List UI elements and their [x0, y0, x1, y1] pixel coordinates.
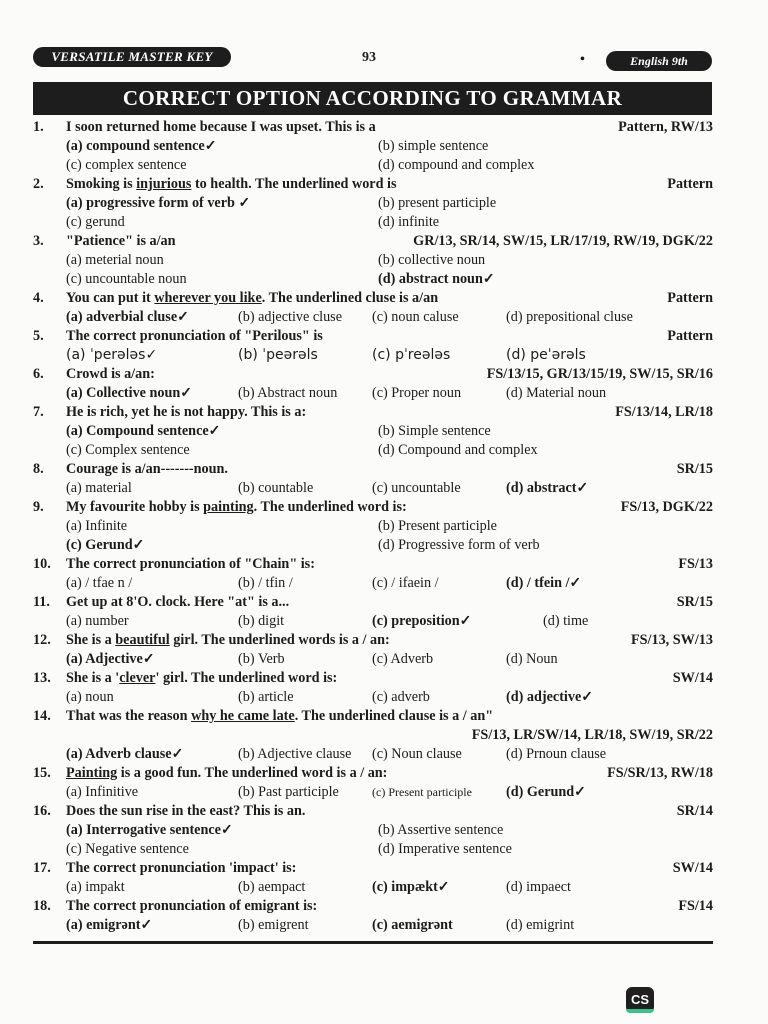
section-banner: CORRECT OPTION ACCORDING TO GRAMMAR: [33, 82, 712, 115]
option-b: (b) Assertive sentence: [378, 822, 504, 838]
question-number: 7.: [33, 404, 44, 420]
question-number: 5.: [33, 328, 44, 344]
option-a: (a) ˈperələs✓: [66, 347, 158, 363]
option-d: (d) impaect: [506, 879, 571, 895]
question-number: 6.: [33, 366, 44, 382]
question-5: [33, 327, 713, 365]
option-c: (c) complex sentence: [66, 157, 187, 173]
question-number: 4.: [33, 290, 44, 306]
question-number: 15.: [33, 765, 51, 781]
option-b: (b) Past participle: [238, 784, 339, 800]
option-a: (a) material: [66, 480, 132, 496]
question-number: 11.: [33, 594, 50, 610]
question-stem: He is rich, yet he is not happy. This is a:: [66, 404, 307, 420]
question-stem: I soon returned home because I was upset. This is a: [66, 119, 376, 135]
option-d: (d) Compound and complex: [378, 442, 538, 458]
option-d: (d) compound and complex: [378, 157, 535, 173]
question-stem: Smoking is injurious to health. The underlined word is: [66, 176, 397, 192]
question-2: [33, 175, 713, 232]
option-b: (b) ˈpeərəls: [238, 347, 318, 363]
question-reference: FS/13, SW/13: [631, 632, 713, 648]
question-list: [33, 118, 713, 935]
option-b: (b) digit: [238, 613, 285, 629]
option-b: (b) present participle: [378, 195, 497, 211]
question-number: 17.: [33, 860, 51, 876]
option-b: (b) Verb: [238, 651, 285, 667]
question-9: [33, 498, 713, 555]
question-12: [33, 631, 713, 669]
question-reference: SR/15: [676, 594, 713, 610]
question-stem: Get up at 8'O. clock. Here "at" is a...: [66, 594, 290, 610]
question-reference: FS/14: [678, 898, 713, 914]
option-d: (d) time: [543, 613, 589, 629]
option-b: (b) adjective cluse: [238, 309, 342, 325]
question-15: [33, 764, 713, 802]
option-d: (d) adjective✓: [506, 689, 594, 705]
question-1: [33, 118, 713, 175]
option-d: (d) abstract✓: [506, 480, 589, 496]
option-d: (d) / tfein /✓: [506, 575, 582, 591]
option-d: (d) prepositional cluse: [506, 309, 633, 325]
question-reference: FS/13, DGK/22: [620, 499, 713, 515]
option-c: (c) adverb: [372, 689, 430, 705]
question-reference: Pattern: [667, 290, 713, 306]
option-a: (a) adverbial cluse✓: [66, 309, 190, 325]
option-c: (c) pˈreələs: [372, 347, 451, 363]
question-stem: My favourite hobby is painting. The underlined word is:: [66, 499, 407, 515]
question-10: [33, 555, 713, 593]
question-number: 8.: [33, 461, 44, 477]
option-b: (b) emigrent: [238, 917, 309, 933]
question-17: [33, 859, 713, 897]
question-stem: The correct pronunciation of "Chain" is:: [66, 556, 315, 572]
option-a: (a) Collective noun✓: [66, 385, 193, 401]
question-reference: SR/14: [676, 803, 713, 819]
question-number: 12.: [33, 632, 51, 648]
option-b: (b) collective noun: [378, 252, 486, 268]
option-c: (c) Noun clause: [372, 746, 462, 762]
option-c: (c) Negative sentence: [66, 841, 189, 857]
option-b: (b) Present participle: [378, 518, 497, 534]
option-c: (c) preposition✓: [372, 613, 472, 629]
question-reference: FS/13/15, GR/13/15/19, SW/15, SR/16: [486, 366, 713, 382]
question-stem: Courage is a/an-------noun.: [66, 461, 228, 477]
question-number: 13.: [33, 670, 51, 686]
question-reference: FS/13: [678, 556, 713, 572]
question-number: 14.: [33, 708, 51, 724]
option-c: (c) Proper noun: [372, 385, 462, 401]
option-c: (c) impækt✓: [372, 879, 450, 895]
camscanner-logo-icon: CS: [626, 987, 654, 1013]
option-c: (c) aemigrənt: [372, 917, 453, 933]
option-c: (c) uncountable noun: [66, 271, 187, 287]
question-reference: SR/15: [676, 461, 713, 477]
question-7: [33, 403, 713, 460]
option-b: (b) countable: [238, 480, 314, 496]
option-c: (c) uncountable: [372, 480, 461, 496]
question-number: 16.: [33, 803, 51, 819]
option-c: (c) Gerund✓: [66, 537, 145, 553]
option-a: (a) Infinite: [66, 518, 128, 534]
option-a: (a) compound sentence✓: [66, 138, 217, 154]
option-a: (a) meterial noun: [66, 252, 164, 268]
question-stem: The correct pronunciation 'impact' is:: [66, 860, 297, 876]
question-stem: Does the sun rise in the east? This is an.: [66, 803, 306, 819]
header-dot: •: [580, 52, 585, 67]
question-reference: GR/13, SR/14, SW/15, LR/17/19, RW/19, DGK/22: [413, 233, 713, 249]
option-a: (a) number: [66, 613, 129, 629]
option-b: (b) article: [238, 689, 294, 705]
option-b: (b) Abstract noun: [238, 385, 338, 401]
option-d: (d) abstract noun✓: [378, 271, 495, 287]
question-18: [33, 897, 713, 935]
question-stem: She is a 'clever' girl. The underlined word is:: [66, 670, 338, 686]
question-reference: Pattern, RW/13: [618, 119, 713, 135]
option-c: (c) noun caluse: [372, 309, 459, 325]
question-14: [33, 707, 713, 764]
question-6: [33, 365, 713, 403]
option-c: (c) Complex sentence: [66, 442, 190, 458]
question-reference: SW/14: [672, 860, 713, 876]
question-number: 2.: [33, 176, 44, 192]
option-d: (d) Gerund✓: [506, 784, 587, 800]
question-number: 1.: [33, 119, 44, 135]
option-a: (a) Compound sentence✓: [66, 423, 221, 439]
bottom-rule: [33, 941, 713, 944]
option-d: (d) Progressive form of verb: [378, 537, 540, 553]
option-a: (a) / tfae n /: [66, 575, 133, 591]
option-b: (b) Adjective clause: [238, 746, 352, 762]
question-reference: FS/SR/13, RW/18: [607, 765, 713, 781]
option-d: (d) emigrint: [506, 917, 575, 933]
question-reference: SW/14: [672, 670, 713, 686]
option-a: (a) emigrənt✓: [66, 917, 153, 933]
option-d: (d) Imperative sentence: [378, 841, 512, 857]
question-16: [33, 802, 713, 859]
question-stem: She is a beautiful girl. The underlined words is a / an:: [66, 632, 390, 648]
question-13: [33, 669, 713, 707]
option-a: (a) impakt: [66, 879, 125, 895]
option-a: (a) Adjective✓: [66, 651, 155, 667]
question-3: [33, 232, 713, 289]
option-b: (b) aempact: [238, 879, 306, 895]
option-c: (c) Adverb: [372, 651, 434, 667]
option-b: (b) Simple sentence: [378, 423, 491, 439]
question-reference: FS/13/14, LR/18: [615, 404, 713, 420]
option-d: (d) peˈərəls: [506, 347, 586, 363]
page-number: 93: [362, 50, 376, 65]
option-c: (c) gerund: [66, 214, 125, 230]
option-a: (a) Interrogative sentence✓: [66, 822, 233, 838]
option-b: (b) / tfin /: [238, 575, 293, 591]
question-stem: The correct pronunciation of "Perilous" is: [66, 328, 323, 344]
question-reference: Pattern: [667, 176, 713, 192]
question-stem: Painting is a good fun. The underlined word is a / an:: [66, 765, 388, 781]
question-stem: That was the reason why he came late. The underlined clause is a / an": [66, 708, 494, 724]
option-b: (b) simple sentence: [378, 138, 489, 154]
question-reference: FS/13, LR/SW/14, LR/18, SW/19, SR/22: [471, 727, 713, 743]
option-d: (d) Material noun: [506, 385, 607, 401]
question-reference: Pattern: [667, 328, 713, 344]
question-stem: "Patience" is a/an: [66, 233, 176, 249]
option-c: (c) Present participle: [372, 785, 472, 799]
question-number: 9.: [33, 499, 44, 515]
option-c: (c) / ifaein /: [372, 575, 439, 591]
option-a: (a) Infinitive: [66, 784, 139, 800]
question-stem: You can put it wherever you like. The underlined cluse is a/an: [66, 290, 439, 306]
option-d: (d) Prnoun clause: [506, 746, 607, 762]
header-book-title: VERSATILE MASTER KEY: [33, 47, 231, 67]
question-11: [33, 593, 713, 631]
option-d: (d) infinite: [378, 214, 440, 230]
question-number: 18.: [33, 898, 51, 914]
option-d: (d) Noun: [506, 651, 558, 667]
question-stem: The correct pronunciation of emigrant is:: [66, 898, 318, 914]
option-a: (a) noun: [66, 689, 114, 705]
question-8: [33, 460, 713, 498]
option-a: (a) Adverb clause✓: [66, 746, 184, 762]
question-number: 10.: [33, 556, 51, 572]
question-4: [33, 289, 713, 327]
question-number: 3.: [33, 233, 44, 249]
option-a: (a) progressive form of verb ✓: [66, 195, 251, 211]
question-stem: Crowd is a/an:: [66, 366, 155, 382]
header-subject: English 9th: [606, 51, 712, 71]
